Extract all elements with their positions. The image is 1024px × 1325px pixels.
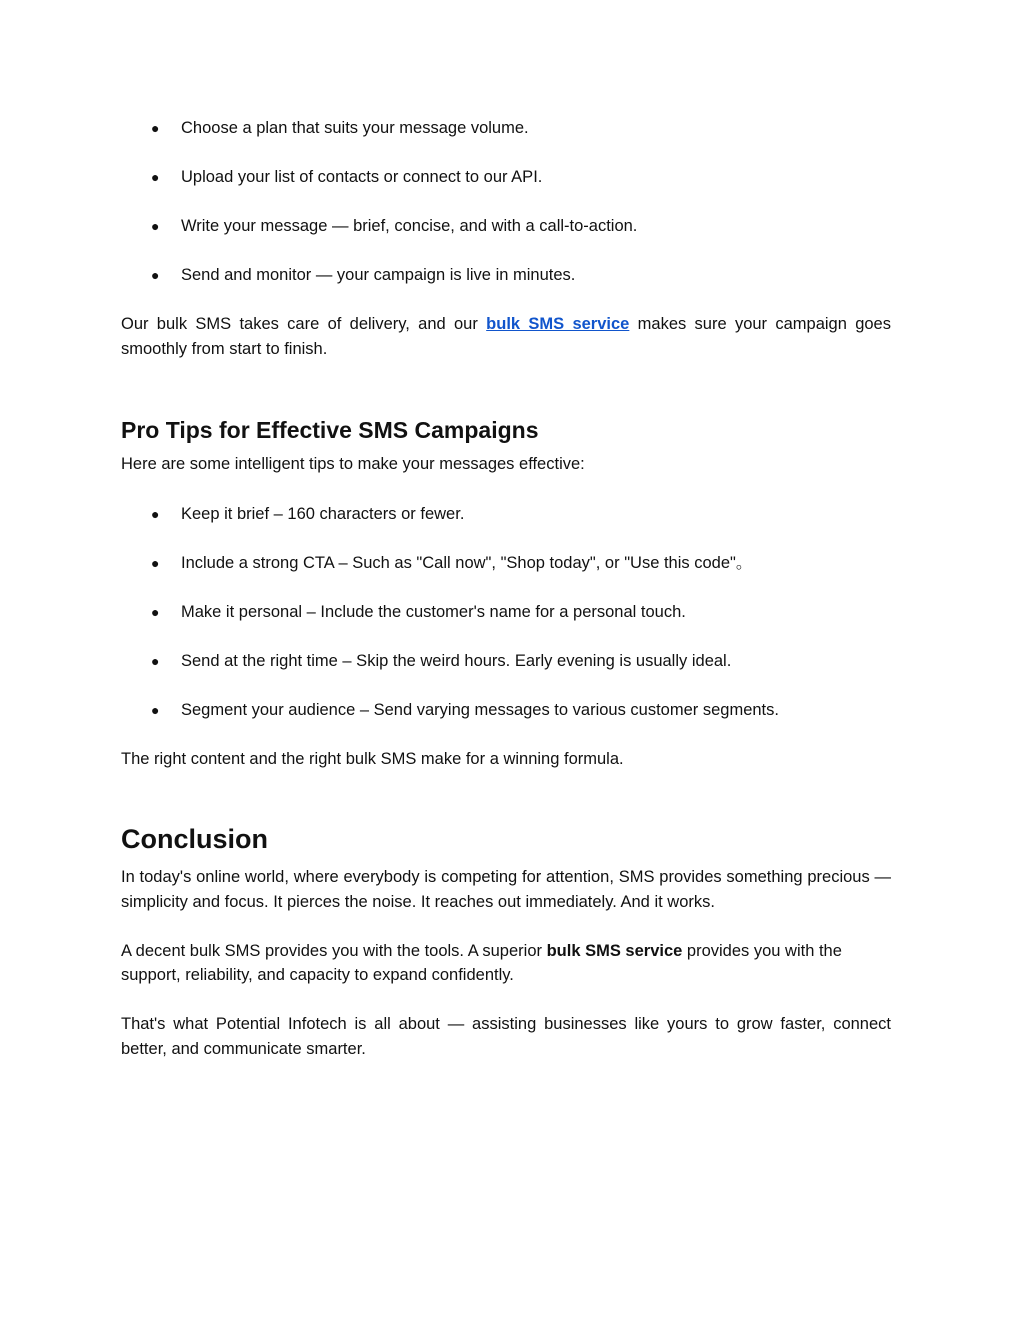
list-item [121, 116, 891, 141]
list-item [121, 698, 891, 723]
bullet-icon: ● [151, 505, 160, 522]
paragraph-text: Our bulk SMS takes care of delivery, and our [121, 315, 487, 333]
list-item [121, 502, 891, 527]
paragraph-text: makes sure your campaign goes smoothly from start to finish. [121, 315, 891, 358]
paragraph-text: A decent bulk SMS provides you with the tools. A superior [121, 941, 547, 960]
bullet-icon: ● [151, 169, 160, 185]
list-item [121, 214, 891, 239]
list-item [121, 263, 891, 288]
list-item-text: Upload your list of contacts or connect to our API. [181, 168, 543, 186]
list-item [121, 649, 891, 674]
bullet-icon: ● [151, 120, 160, 136]
tips-heading: Pro Tips for Effective SMS Campaigns [121, 417, 539, 443]
bullet-icon: ● [151, 218, 160, 234]
list-item [121, 551, 891, 576]
list-item [121, 165, 891, 190]
list-item-text: Make it personal – Include the customer's name for a personal touch. [181, 602, 686, 621]
list-item-text: Send at the right time – Skip the weird hours. Early evening is usually ideal. [181, 651, 732, 670]
conclusion-paragraph-2 [121, 939, 891, 988]
delivery-paragraph [121, 312, 891, 361]
bullet-icon: ● [151, 554, 160, 571]
list-item [121, 600, 891, 625]
bullet-icon: ● [151, 701, 160, 718]
tips-intro: Here are some intelligent tips to make your messages effective: [121, 455, 585, 473]
paragraph-text: provides you with the support, reliability, and capacity to expand confidently. [121, 941, 842, 984]
conclusion-heading: Conclusion [121, 824, 268, 854]
tips-closing: The right content and the right bulk SMS make for a winning formula. [121, 749, 624, 768]
bulk-sms-service-link[interactable]: bulk SMS service [486, 315, 630, 333]
setup-steps-list [121, 116, 891, 288]
bullet-icon: ● [151, 603, 160, 620]
list-item-text: Segment your audience – Send varying messages to various customer segments. [181, 700, 779, 719]
tips-list [121, 502, 891, 723]
list-item-text: Include a strong CTA – Such as "Call now", "Shop today", or "Use this code"。 [181, 553, 753, 572]
bullet-icon: ● [151, 652, 160, 669]
bulk-sms-service-emphasis: bulk SMS service [546, 941, 683, 960]
list-item-text: Choose a plan that suits your message volume. [181, 119, 529, 137]
list-item-text: Write your message — brief, concise, and with a call-to-action. [181, 217, 638, 235]
document-content [121, 116, 891, 1061]
conclusion-paragraph-1: In today's online world, where everybody is competing for attention, SMS provides something precious — simplicity and focus. It pierces the noise. It reaches out immediately. And it works. [121, 868, 891, 911]
list-item-text: Send and monitor — your campaign is live in minutes. [181, 266, 576, 284]
conclusion-paragraph-3: That's what Potential Infotech is all about — assisting businesses like yours to grow faster, connect better, and communicate smarter. [121, 1015, 891, 1058]
bullet-icon: ● [151, 267, 160, 283]
list-item-text: Keep it brief – 160 characters or fewer. [181, 504, 465, 523]
